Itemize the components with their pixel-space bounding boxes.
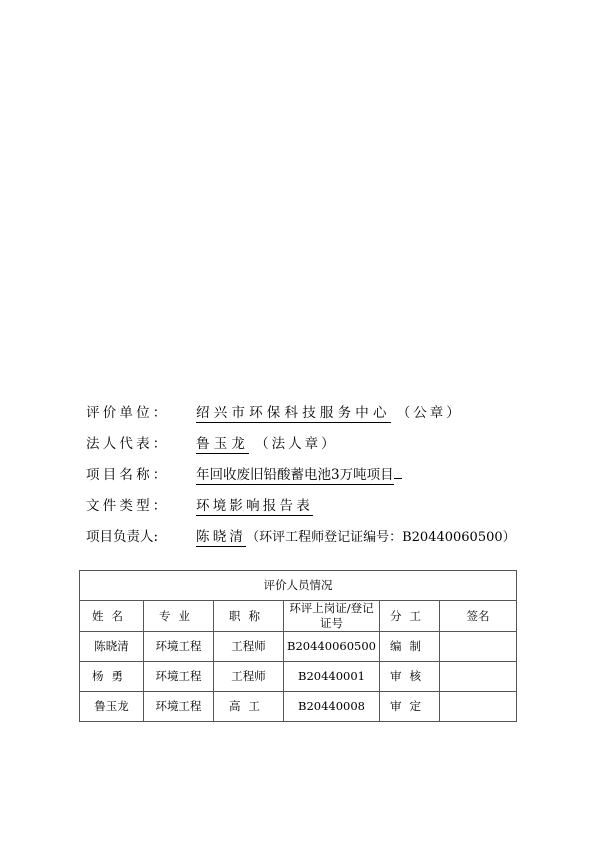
cell-signature [440,662,517,692]
info-row-lead [86,522,546,553]
project-info-block [86,398,546,553]
table-caption: 评价人员情况 [80,571,517,601]
info-row-type [86,491,546,522]
table-row [80,662,517,692]
info-row-legal [86,429,546,460]
type-value-wrap [196,491,313,522]
lead-value: 陈晓清 [196,529,247,545]
cell-title: 高工 [214,692,284,722]
header-certificate: 环评上岗证/登记证号 [284,601,380,632]
header-major: 专业 [144,601,214,632]
type-label: 文件类型： [86,498,170,514]
project-underline-pad [394,478,402,479]
cell-name: 杨勇 [80,662,144,692]
lead-label: 项目负责人: [86,529,159,545]
cell-signature [440,632,517,662]
unit-suffix: （公章） [396,405,463,421]
staff-table [79,570,517,722]
table-row [80,632,517,662]
cell-certificate: B20440060500 [284,632,380,662]
info-row-project [86,460,546,491]
table-header-row [80,601,517,632]
cell-signature [440,692,517,722]
cell-major: 环境工程 [144,632,214,662]
project-value-wrap [196,460,402,491]
cell-name: 鲁玉龙 [80,692,144,722]
header-name: 姓名 [80,601,144,632]
unit-value-wrap [196,398,463,429]
header-role: 分工 [380,601,440,632]
cell-role: 审定 [380,692,440,722]
cell-certificate: B20440008 [284,692,380,722]
legal-suffix: （法人章） [255,436,338,452]
legal-value: 鲁玉龙 [196,436,250,452]
info-row-unit [86,398,546,429]
cell-major: 环境工程 [144,662,214,692]
project-label: 项目名称： [86,467,170,483]
legal-value-wrap [196,429,338,460]
cell-certificate: B20440001 [284,662,380,692]
type-value: 环境影响报告表 [196,498,313,514]
cell-title: 工程师 [214,632,284,662]
lead-value-wrap [196,522,516,553]
cell-role: 审核 [380,662,440,692]
lead-suffix: （环评工程师登记证编号：B20440060500） [246,530,516,545]
header-signature: 签名 [440,601,517,632]
project-value: 年回收废旧铅酸蓄电池3万吨项目 [196,467,394,483]
cell-name: 陈晓清 [80,632,144,662]
header-title: 职称 [214,601,284,632]
cell-role: 编制 [380,632,440,662]
unit-value: 绍兴市环保科技服务中心 [196,405,391,421]
cell-title: 工程师 [214,662,284,692]
table-row [80,692,517,722]
legal-label: 法人代表： [86,436,170,452]
cell-major: 环境工程 [144,692,214,722]
unit-label: 评价单位： [86,405,170,421]
